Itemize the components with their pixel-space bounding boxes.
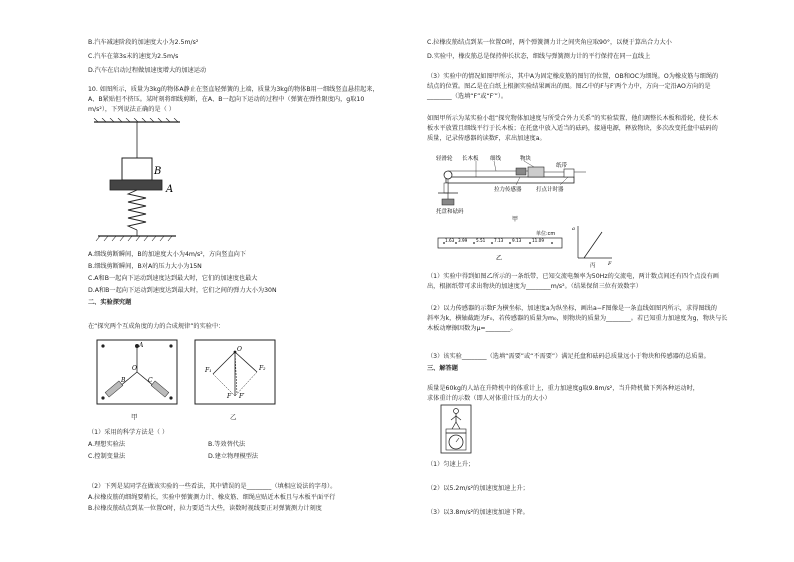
svg-text:O: O	[237, 346, 242, 353]
paper-tape-figure	[436, 230, 566, 264]
label-timer: 打点计时器	[536, 187, 564, 193]
fig-bing-label: 丙	[590, 263, 596, 268]
q12-line2: 板水平放置且细线平行于长木板；在托盘中放入适当的砝码，接通电源，释放物块，多次改变托盘中砝码的	[427, 125, 718, 132]
q13-1: （1）匀速上升；	[427, 461, 475, 468]
svg-text:B: B	[121, 377, 126, 384]
q10-line2: A、B紧贴但不挤压。某时刻将细线剪断，在A、B一起向下运动的过程中（弹簧在弹性限度内，g取10	[88, 96, 365, 103]
q10-line3: m/s²），下列说法正确的是（ ）	[88, 106, 175, 113]
tape-num-4: 7.13	[494, 238, 504, 243]
elevator-scale-figure	[440, 404, 472, 454]
q11-intro: 在“探究两个互成角度的力的合成规律”的实验中：	[88, 323, 225, 330]
q11-1d: D.建立物理模型法	[208, 453, 259, 460]
force-board-figure	[95, 338, 179, 408]
q11-2: （2）下列是某同学在做该实验的一些看法，其中错误的是________（填相应说法的字母）。	[88, 483, 337, 490]
q10-option-b: B.细线剪断瞬间，B对A的压力大小为15N	[88, 263, 202, 270]
label-a: A	[166, 184, 174, 195]
q11-3-line1: （3）实验中的情况如图甲所示，其中A为固定橡皮筋的图钉的位置，OB和OC为细绳。O为橡皮筋与细绳的	[427, 73, 719, 80]
q12-2-line3: 木板动摩擦因数为μ=________。	[427, 325, 517, 332]
q10-option-c: C.A和B一起向下运动到速度达到最大时，它们的加速度也最大	[88, 275, 258, 282]
label-board: 长木板	[462, 156, 479, 162]
label-pulley: 轻滑轮	[436, 156, 453, 162]
label-tray: 托盘和砝码	[436, 209, 464, 215]
label-sensor: 拉力传感器	[494, 187, 522, 193]
tape-num-2: 3.99	[458, 238, 468, 243]
label-string: 细线	[490, 156, 502, 162]
tape-unit: 单位:cm	[536, 231, 556, 237]
q11-2d: D.实验中，橡皮筋总是保持伸长状态，细线与弹簧测力计的平行保持在同一直线上	[427, 53, 651, 60]
q12-2-line1: （2）以力传感器的示数F为横坐标，加速度a为纵坐标，画出a−F图像是一条直线如图丙所示，求得图线的	[427, 305, 717, 312]
fig-yi-label: 乙	[496, 255, 503, 262]
q13-line2: 求体重计的示数（即人对体重计压力的大小）	[427, 395, 551, 402]
q13-2: （2）以5.2m/s²的加速度加速上升；	[427, 485, 529, 492]
q11-1b: B.等效替代法	[208, 441, 246, 448]
svg-text:F′: F′	[239, 393, 245, 400]
q12-line1: 如图甲所示为某实验小组“探究物体加速度与所受合外力关系”的实验装置，他们调整长木板和滑轮，使长木	[427, 115, 719, 122]
q10-line1: 10. 如图所示，质量为3kg的物体A静止在竖直轻弹簧的上端，质量为3kg的物体B用一细线竖直悬挂起来，	[88, 86, 379, 93]
q11-3-line3: ________（选填“F”或“F′”）。	[427, 93, 508, 100]
q11-2a: A.拉橡皮筋的细绳要稍长，实验中弹簧测力计、橡皮筋、细绳应贴近木板且与木板平面平行	[88, 494, 336, 501]
axis-a: a	[572, 226, 575, 232]
q10-option-a: A.细线剪断瞬间，B的加速度大小为4m/s²，方向竖直向下	[88, 251, 247, 258]
label-b: B	[154, 166, 162, 177]
q11-1a: A.理想实验法	[88, 441, 126, 448]
label-block: 物块	[520, 156, 532, 162]
svg-text:A: A	[139, 342, 144, 349]
fig-label-yi: 乙	[230, 413, 237, 421]
option-b: B.汽车减速阶段的加速度大小为2.5m/s²	[88, 39, 199, 46]
a-f-graph	[572, 222, 614, 268]
option-c: C.汽车在第3s末的速度为2.5m/s	[88, 53, 179, 60]
option-d: D.汽车在启动过程做加速度增大的加速运动	[88, 67, 207, 74]
q11-1: （1）采用的科学方法是（ ）	[88, 429, 169, 436]
apparatus-figure	[436, 153, 596, 223]
label-tape: 纸带	[556, 163, 568, 169]
q12-line3: 质量，记录传感器的读数F，求出加速度a。	[427, 135, 546, 142]
svg-text:F₁: F₁	[205, 367, 212, 374]
svg-text:F₂: F₂	[259, 365, 266, 372]
q11-2c: C.拉橡皮筋结点到某一位置O时，两个弹簧测力计之间夹角应取90°，以便于算出合力大小	[427, 39, 672, 46]
q13-line1: 质量是60kg的人站在升降机中的体重计上，重力加速度g取9.8m/s²，当升降机做下列各种运动时，	[427, 385, 699, 392]
tape-num-5: 9.13	[512, 238, 522, 243]
q12-2-line2: 斜率为k，横轴截距为F₀，若传感器的质量为m₀，则物块的质量为________。若已知重力加速度为g，物块与长	[427, 315, 728, 322]
fig-jia-label: 甲	[512, 216, 519, 223]
q12-1-line1: （1）实验中得到如图乙所示的一条纸带，已知交流电频率为50Hz的交流电，两计数点间还有四个点没有画	[427, 273, 719, 280]
q12-1-line2: 出，根据纸带可求出物块的加速度为________m/s²。（结果保留三位有效数字）	[427, 283, 642, 290]
section-3-heading: 三、解答题	[427, 365, 458, 372]
svg-text:F: F	[227, 393, 232, 400]
svg-text:O: O	[132, 365, 137, 372]
q11-1c: C.控制变量法	[88, 453, 126, 460]
tape-num-1: 1.63	[445, 238, 455, 243]
q10-option-d: D.A和B一起向下运动到速度达到最大时，它们之间的弹力大小为30N	[88, 287, 277, 294]
q11-3-line2: 结点的位置。图乙是在白纸上根据实验结果画出的图。图乙中的F与F′两个力中，方向一定沿AO方向的是	[427, 83, 711, 90]
tape-num-6: 11.09	[532, 238, 544, 243]
q13-3: （3）以3.8m/s²的加速度加速下降。	[427, 509, 529, 516]
force-vector-figure	[193, 338, 277, 408]
tape-num-3: 5.51	[476, 238, 486, 243]
q11-2b: B.拉橡皮筋结点到某一位置O时，拉力要适当大些，读数时视线要正对弹簧测力计刻度	[88, 505, 322, 512]
spring-block-figure	[92, 118, 182, 246]
q12-3: （3）该实验________（选填“需要”或“不需要”）满足托盘和砝码总质量远小于物块和传感器的总质量。	[427, 353, 710, 360]
axis-f: F	[608, 261, 612, 267]
svg-text:C: C	[148, 377, 153, 384]
fig-label-jia: 甲	[131, 413, 138, 421]
section-2-heading: 二、实验探究题	[88, 299, 132, 306]
